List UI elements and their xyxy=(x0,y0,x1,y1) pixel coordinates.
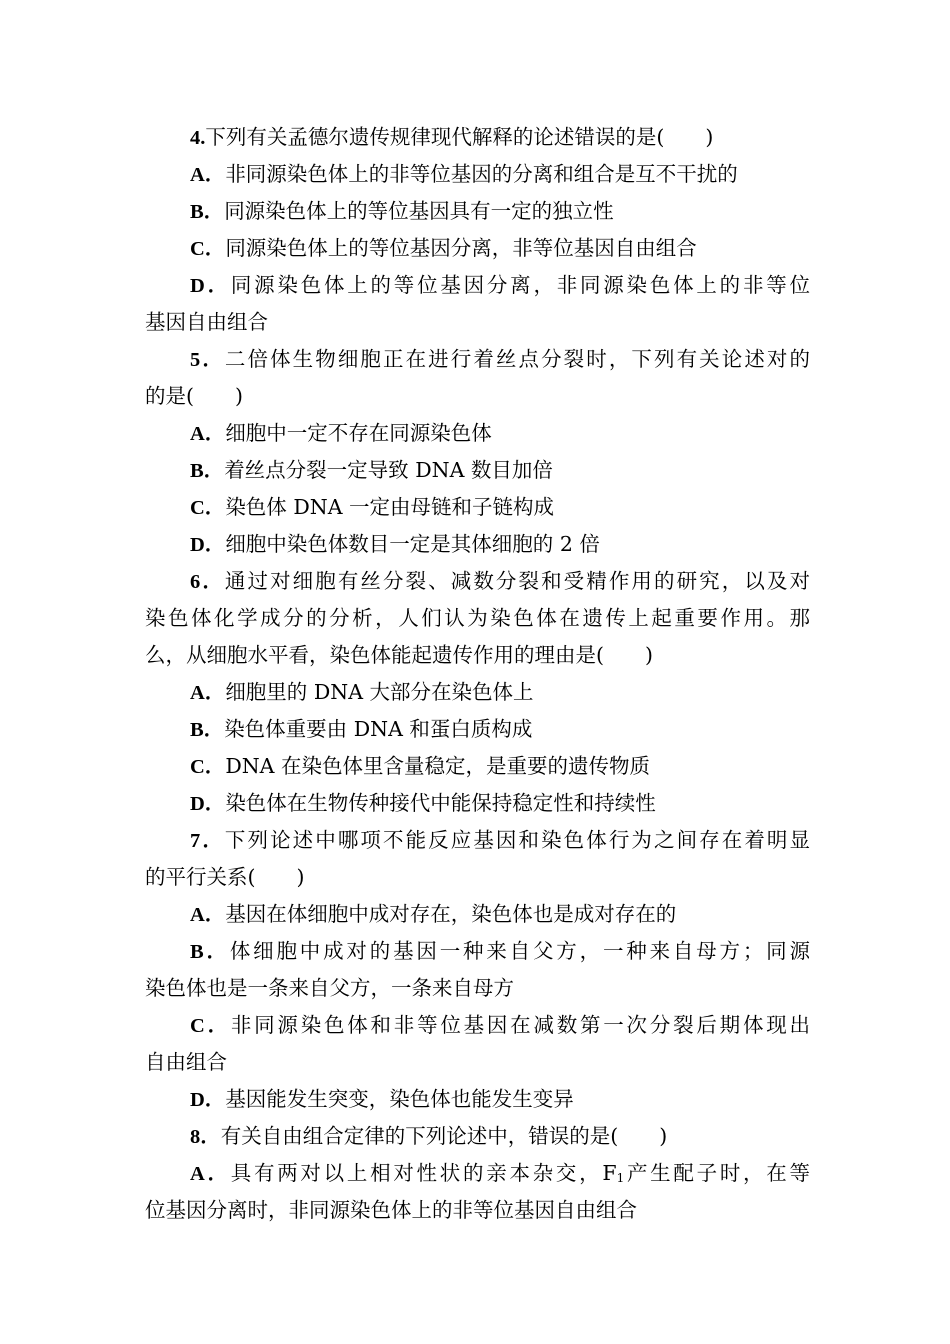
option-label: D． xyxy=(190,793,226,815)
option-label: C． xyxy=(190,1015,231,1037)
question-4-option-c: C．同源染色体上的等位基因分离，非等位基因自由组合 xyxy=(190,236,697,260)
question-8-stem: 8．有关自由组合定律的下列论述中，错误的是( ) xyxy=(190,1124,668,1148)
option-label: B． xyxy=(190,941,230,963)
option-label: A． xyxy=(190,682,226,704)
question-6-option-a: A．细胞里的 DNA 大部分在染色体上 xyxy=(190,680,534,704)
option-label: B． xyxy=(190,719,225,741)
question-4-option-d-cont: 基因自由组合 xyxy=(145,310,268,334)
question-5-option-c: C．染色体 DNA 一定由母链和子链构成 xyxy=(190,495,555,519)
question-4-option-b: B．同源染色体上的等位基因具有一定的独立性 xyxy=(190,199,614,223)
question-4-option-d: D．同源染色体上的等位基因分离，非同源染色体上的非等位 xyxy=(190,273,810,297)
option-label: D． xyxy=(190,534,226,556)
option-label: A． xyxy=(190,1163,231,1185)
option-label: A． xyxy=(190,423,226,445)
question-6-stem-cont-1: 染色体化学成分的分析，人们认为染色体在遗传上起重要作用。那 xyxy=(145,606,810,630)
question-number: 6． xyxy=(190,571,225,593)
question-7-option-a: A．基因在体细胞中成对存在，染色体也是成对存在的 xyxy=(190,902,677,926)
question-number: 8． xyxy=(190,1126,221,1148)
question-number: 5． xyxy=(190,349,225,371)
question-number: 4. xyxy=(190,127,206,149)
question-7-stem: 7．下列论述中哪项不能反应基因和染色体行为之间存在着明显 xyxy=(190,828,811,852)
question-5-option-d: D．细胞中染色体数目一定是其体细胞的 2 倍 xyxy=(190,532,600,556)
option-label: D． xyxy=(190,275,231,297)
option-label: C． xyxy=(190,756,226,778)
question-5-option-b: B．着丝点分裂一定导致 DNA 数目加倍 xyxy=(190,458,553,482)
question-6-option-c: C．DNA 在染色体里含量稳定，是重要的遗传物质 xyxy=(190,754,651,778)
question-8-option-a-cont: 位基因分离时，非同源染色体上的非等位基因自由组合 xyxy=(145,1198,637,1222)
option-label: B． xyxy=(190,201,225,223)
question-5-stem: 5．二倍体生物细胞正在进行着丝点分裂时，下列有关论述对的 xyxy=(190,347,811,371)
question-6-stem-cont-2: 么，从细胞水平看，染色体能起遗传作用的理由是( ) xyxy=(145,643,653,667)
subscript: 1 xyxy=(616,1171,625,1185)
option-label: B． xyxy=(190,460,225,482)
question-7-option-c-cont: 自由组合 xyxy=(145,1050,227,1074)
question-7-option-b: B．体细胞中成对的基因一种来自父方，一种来自母方；同源 xyxy=(190,939,810,963)
option-label: C． xyxy=(190,497,226,519)
question-7-option-c: C．非同源染色体和非等位基因在减数第一次分裂后期体现出 xyxy=(190,1013,810,1037)
question-6-stem: 6．通过对细胞有丝分裂、减数分裂和受精作用的研究，以及对 xyxy=(190,569,811,593)
question-number: 7． xyxy=(190,830,225,852)
option-label: A． xyxy=(190,904,226,926)
option-label: C． xyxy=(190,238,226,260)
question-5-option-a: A．细胞中一定不存在同源染色体 xyxy=(190,421,492,445)
question-5-stem-cont: 的是( ) xyxy=(145,384,243,408)
document-page xyxy=(145,119,810,1229)
question-7-stem-cont: 的平行关系( ) xyxy=(145,865,305,889)
question-4-option-a: A．非同源染色体上的非等位基因的分离和组合是互不干扰的 xyxy=(190,162,738,186)
question-6-option-d: D．染色体在生物传种接代中能保持稳定性和持续性 xyxy=(190,791,656,815)
option-label: D． xyxy=(190,1089,226,1111)
option-label: A． xyxy=(190,164,226,186)
question-7-option-b-cont: 染色体也是一条来自父方，一条来自母方 xyxy=(145,976,514,1000)
question-6-option-b: B．染色体重要由 DNA 和蛋白质构成 xyxy=(190,717,533,741)
question-8-option-a: A．具有两对以上相对性状的亲本杂交，$F_1$产生配子时，在等 xyxy=(190,1161,811,1185)
question-7-option-d: D．基因能发生突变，染色体也能发生变异 xyxy=(190,1087,574,1111)
question-4-stem: 4.下列有关孟德尔遗传规律现代解释的论述错误的是( ) xyxy=(190,125,714,149)
